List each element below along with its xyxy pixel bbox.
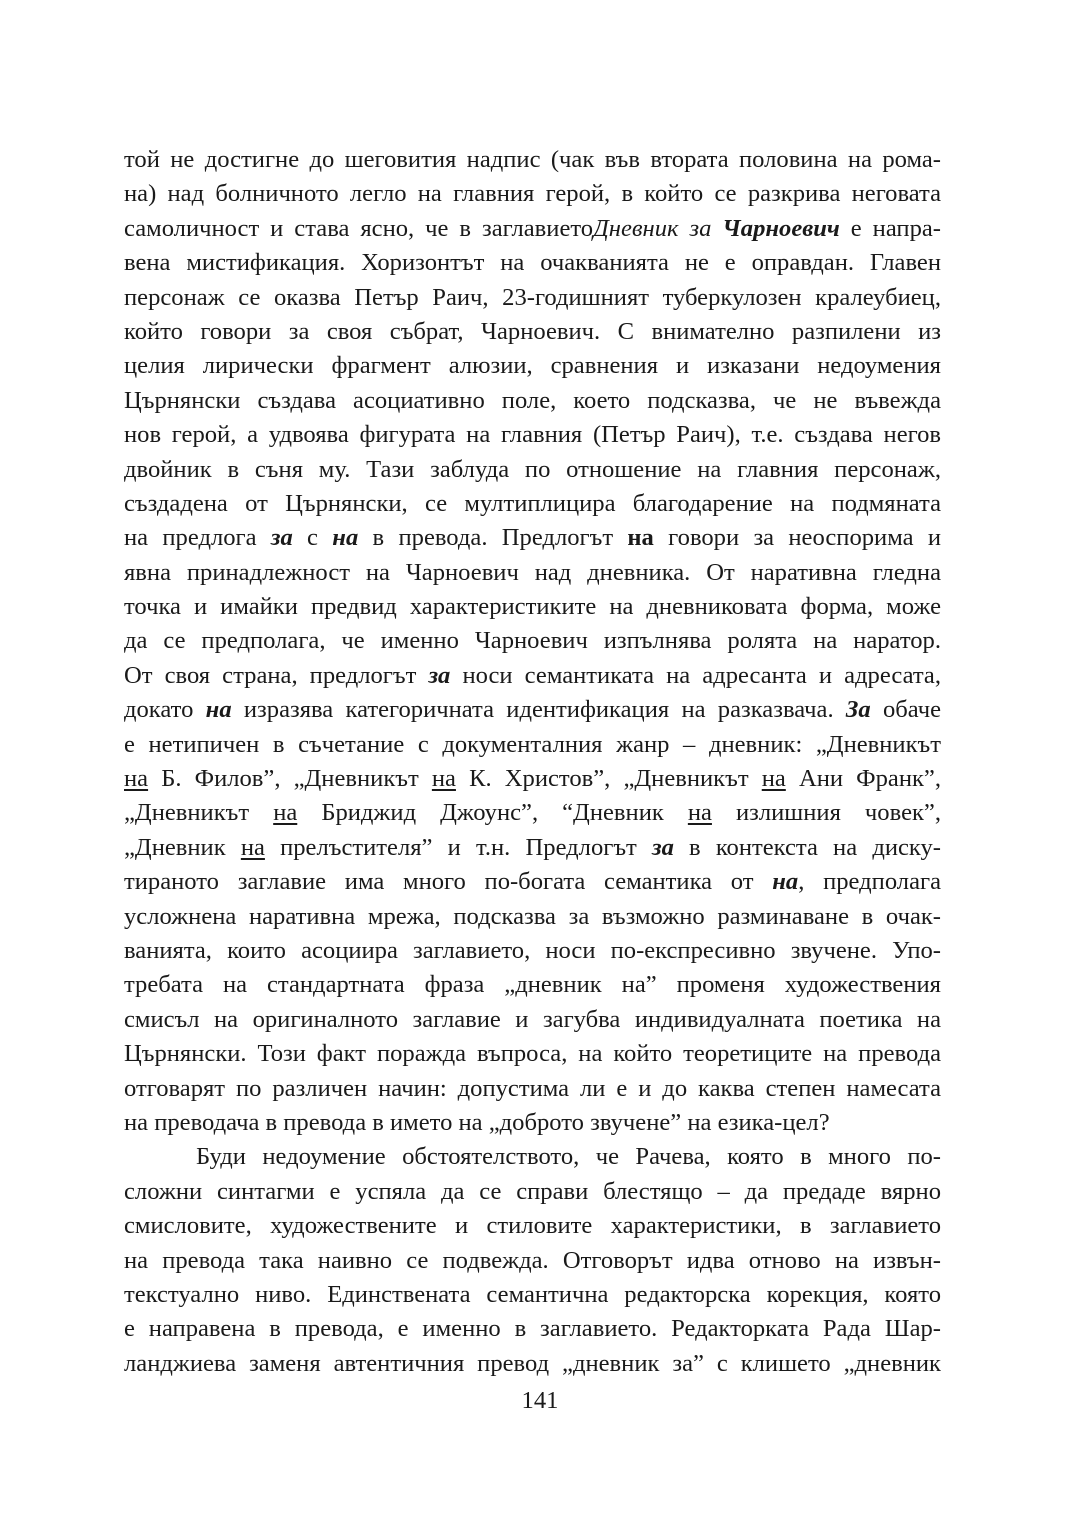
text-line: смисловите, художествените и стиловите характеристики, в заглавието	[124, 1212, 941, 1240]
emphasis-bold-italic: за	[428, 661, 451, 689]
emphasis-bold-italic: За	[845, 696, 871, 724]
text-line: целия лирически фрагмент алюзии, сравнения и изказани недоумения	[124, 352, 941, 380]
text-line: е нетипичен в съчетание с документалния жанр – дневник: „Дневникът	[124, 730, 941, 758]
emphasis-bold-italic: на	[205, 696, 232, 724]
text-line: самоличност и става ясно, че в заглавиетоДневник за Чарноевич е напра-	[124, 214, 941, 242]
emphasis-bold-italic: на	[772, 868, 799, 896]
text-line: усложнена наративна мрежа, подсказва за възможно разминаване в очак-	[124, 902, 941, 930]
text-line: сложни синтагми е успяла да се справи блестящо – да предаде вярно	[124, 1177, 941, 1205]
text-line: вена мистификация. Хоризонтът на очакванията не е оправдан. Главен	[124, 249, 941, 277]
text-line: създадена от Църнянски, се мултиплицира благодарение на подмяната	[124, 489, 941, 517]
page-number: 141	[521, 1387, 559, 1414]
text-line: на превода така наивно се подвежда. Отговорът идва отново на извън-	[124, 1246, 941, 1274]
text-line: нов герой, а удвоява фигурата на главния (Петър Раич), т.е. създава негов	[124, 421, 941, 449]
emphasis-underline: на	[273, 799, 298, 827]
text-line: на Б. Филов”, „Дневникът на К. Христов”, „Дневникът на Ани Франк”,	[124, 765, 941, 793]
text-line: на) над болничното легло на главния герой, в който се разкрива неговата	[124, 180, 941, 208]
text-line: Църнянски създава асоциативно поле, което подсказва, че не въвежда	[124, 386, 941, 414]
emphasis-underline: на	[687, 799, 712, 827]
title-bold-italic: Чарноевич	[722, 214, 840, 242]
text-line: да се предполага, че именно Чарноевич изпълнява ролята на наратор.	[124, 627, 941, 655]
text-line: Църнянски. Този факт поражда въпроса, на който теоретиците на превода	[124, 1040, 941, 1068]
text-line: „Дневникът на Бриджид Джоунс”, “Дневник на излишния човек”,	[124, 799, 941, 827]
emphasis-bold-italic: за	[651, 833, 674, 861]
text-line: двойник в съня му. Тази заблуда по отношение на главния персонаж,	[124, 455, 941, 483]
text-line: текстуално ниво. Единствената семантична редакторска корекция, която	[124, 1280, 941, 1308]
emphasis-bold-italic: за	[270, 524, 293, 552]
text-line: требата на стандартната фраза „дневник на” променя художествения	[124, 971, 941, 999]
emphasis-underline: на	[761, 765, 786, 793]
emphasis-bold: на	[627, 524, 654, 552]
title-italic: Дневник за	[593, 214, 723, 242]
text-line: Буди недоумение обстоятелството, че Рачева, която в много по-	[196, 1143, 941, 1171]
body-text	[124, 143, 941, 1381]
text-line: точка и имайки предвид характеристиките на дневниковата форма, може	[124, 593, 941, 621]
text-line: ванията, които асоциира заглавието, носи по-експресивно звучене. Упо-	[124, 936, 941, 964]
text-line: ланджиева заменя автентичния превод „дневник за” с клишето „дневник	[124, 1349, 941, 1377]
text-line: персонаж се оказва Петър Раич, 23-годишният туберкулозен кралеубиец,	[124, 283, 941, 311]
text-line: на предлога за с на в превода. Предлогът на говори за неоспорима и	[124, 524, 941, 552]
emphasis-underline: на	[240, 833, 265, 861]
text-line: От своя страна, предлогът за носи семантиката на адресанта и адресата,	[124, 661, 941, 689]
text-line: е направена в превода, е именно в заглавието. Редакторката Рада Шар-	[124, 1315, 941, 1343]
text-line: тираното заглавие има много по-богата семантика от на, предполага	[124, 868, 941, 896]
emphasis-bold-italic: на	[332, 524, 359, 552]
text-line: явна принадлежност на Чарноевич над дневника. От наративна гледна	[124, 558, 941, 586]
emphasis-underline: на	[124, 765, 149, 793]
emphasis-underline: на	[431, 765, 456, 793]
text-line: на преводача в превода в името на „доброто звучене” на езика-цел?	[124, 1108, 830, 1136]
text-line: докато на изразява категоричната идентификация на разказвача. За обаче	[124, 696, 941, 724]
text-line: който говори за своя събрат, Чарноевич. С внимателно разпилени из	[124, 317, 941, 345]
text-line: смисъл на оригиналното заглавие и загубва индивидуалната поетика на	[124, 1005, 941, 1033]
text-line: отговарят по различен начин: допустима ли е и до каква степен намесата	[124, 1074, 941, 1102]
text-line: той не достигне до шеговития надпис (чак във втората половина на рома-	[124, 146, 941, 173]
text-line: „Дневник на прелъстителя” и т.н. Предлогът за в контекста на диску-	[124, 833, 941, 861]
